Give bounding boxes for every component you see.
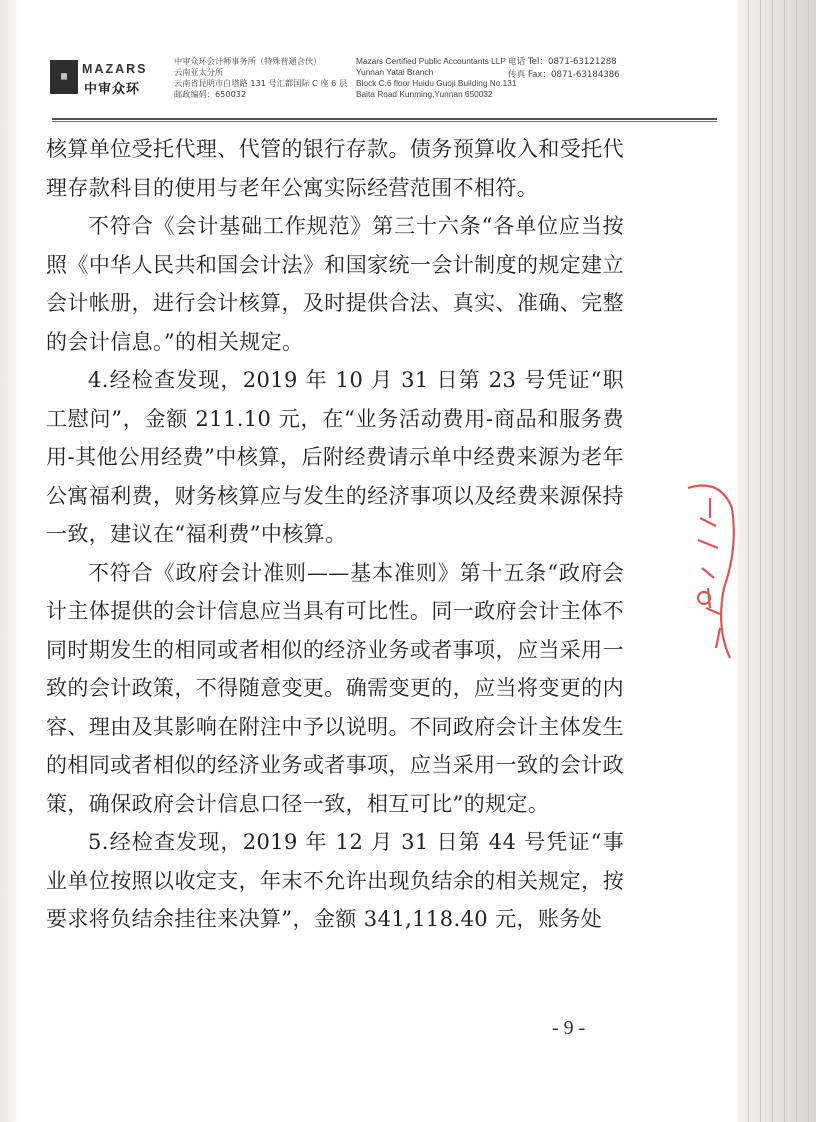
fax-text: 传真 Fax：0871-63184386	[508, 70, 620, 80]
scan-left-edge	[0, 0, 22, 1122]
en-line: Block C,6 floor Huidu Guoji Building No.131	[356, 78, 517, 88]
paragraph: 4.经检查发现，2019 年 10 月 31 日第 23 号凭证“职工慰问”，金额 211.10 元，在“业务活动费用-商品和服务费用-其他公用经费”中核算，后附经费请示单中经费来源为老年公寓福利费，财务核算应与发生的经济事项以及经费来源保持一致，建议在“福利费”中核算。	[46, 368, 624, 546]
paragraph: 5.经检查发现，2019 年 12 月 31 日第 44 号凭证“事业单位按照以收定支，年末不允许出现负结余的相关规定，按要求将负结余挂往来决算”，金额 341,118.40 元，账务处	[46, 830, 624, 931]
logo-cn-text: 中审众环	[84, 82, 141, 97]
paragraph: 不符合《政府会计准则——基本准则》第十五条“政府会计主体提供的会计信息应当具有可比性。同一政府会计主体不同时期发生的相同或者相似的经济业务或者事项，应当采用一致的会计政策，不得随意变更。确需变更的，应当将变更的内容、理由及其影响在附注中予以说明。不同政府会计主体发生的相同或者相似的经济业务或者事项，应当采用一致的会计政策，确保政府会计信息口径一致，相互可比”的规定。	[46, 560, 624, 816]
letterhead-en-address	[356, 56, 517, 100]
paragraph: 核算单位受托代理、代管的银行存款。债务预算收入和受托代理存款科目的使用与老年公寓实际经营范围不相符。	[46, 137, 624, 200]
seal-stamp-icon	[680, 478, 740, 668]
tel-text: 电话 Tel：0871-63121288	[508, 57, 617, 67]
header-rule	[52, 118, 717, 120]
page-number: - 9 -	[552, 1017, 586, 1039]
cn-line: 云南亚太分所	[174, 67, 224, 77]
en-line: Mazars Certified Public Accountants LLP	[356, 56, 506, 66]
paragraph: 不符合《会计基础工作规范》第三十六条“各单位应当按照《中华人民共和国会计法》和国家统一会计制度的规定建立会计帐册，进行会计核算，及时提供合法、真实、准确、完整的会计信息。”的相关规定。	[46, 214, 624, 354]
document-body	[46, 130, 624, 939]
book-page-edges	[738, 0, 816, 1122]
en-line: Baita Road Kunming,Yunnan 650032	[356, 89, 493, 99]
mazars-logo	[50, 60, 158, 98]
en-line: Yunnan Yatai Branch	[356, 67, 434, 77]
cn-line: 邮政编码：650032	[174, 89, 247, 99]
letterhead-cn-address	[174, 56, 347, 100]
letterhead	[50, 46, 640, 116]
cn-line: 云南省昆明市白塔路 131 号汇都国际 C 座 6 层	[174, 78, 348, 88]
header-rule-thin	[52, 121, 717, 122]
logo-mark-icon: ▦	[50, 60, 78, 94]
logo-brand-text: MAZARS	[82, 62, 148, 76]
cn-line: 中审众环会计师事务所（特殊普通合伙）	[174, 56, 322, 66]
document-page	[22, 0, 738, 1122]
letterhead-contact	[508, 56, 620, 82]
